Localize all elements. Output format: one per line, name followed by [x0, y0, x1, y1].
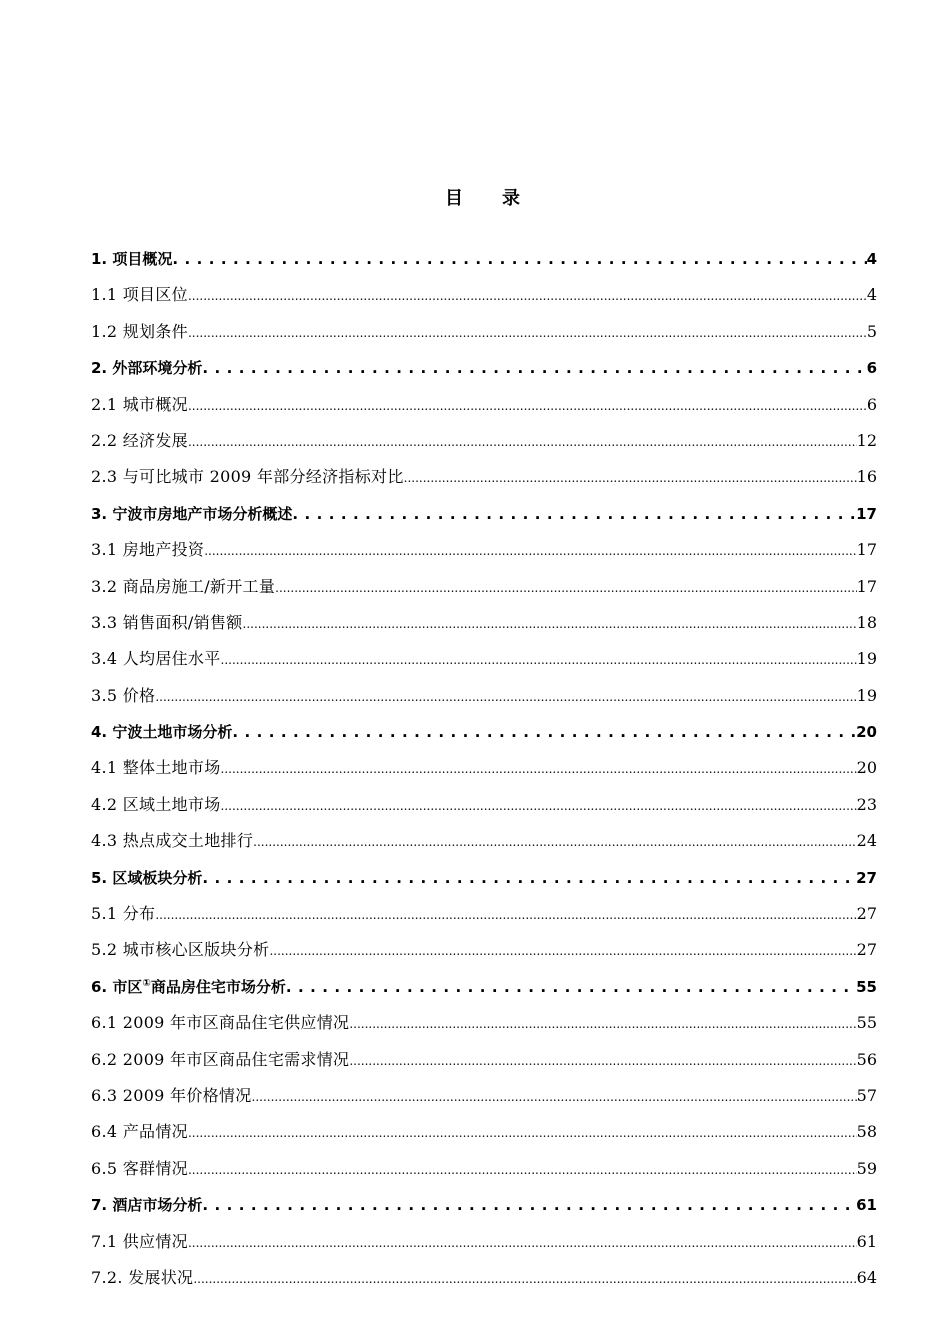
toc-entry-label: 3.4 人均居住水平	[91, 649, 221, 669]
dot-leader	[188, 277, 867, 313]
toc-entry-label: 4.1 整体土地市场	[91, 758, 221, 778]
dot-leader	[221, 641, 857, 677]
dot-leader	[221, 787, 857, 823]
toc-entry-label: 6.5 客群情况	[91, 1158, 188, 1178]
toc-page-number: 5	[866, 321, 877, 341]
toc-entry-section[interactable]	[91, 532, 877, 568]
toc-page-number: 23	[856, 794, 877, 814]
toc-entry-section[interactable]	[91, 459, 877, 495]
dot-leader	[252, 1078, 857, 1114]
toc-entry-label: 2.2 经济发展	[91, 430, 188, 450]
dot-leader	[193, 1260, 856, 1296]
toc-entry-chapter[interactable]	[91, 714, 877, 750]
toc-entry-label: 7.2. 发展状况	[91, 1267, 194, 1287]
toc-entry-label: 6.4 产品情况	[91, 1122, 188, 1142]
toc-entry-label: 5. 区域板块分析	[91, 868, 203, 887]
toc-entry-label: 1.2 规划条件	[91, 321, 188, 341]
toc-page-number: 64	[856, 1267, 877, 1287]
dot-leader	[253, 823, 857, 859]
toc-entry-label: 2. 外部环境分析	[91, 359, 203, 378]
toc-page-number: 19	[856, 685, 877, 705]
toc-entry-label: 6.1 2009 年市区商品住宅供应情况	[91, 1013, 350, 1033]
toc-page-number: 61	[856, 1196, 877, 1215]
toc-entry-section[interactable]	[91, 1005, 877, 1041]
toc-entry-section[interactable]	[91, 1260, 877, 1296]
toc-entry-label: 4. 宁波土地市场分析	[91, 723, 233, 742]
toc-entry-section[interactable]	[91, 1114, 877, 1150]
toc-entry-section[interactable]	[91, 1151, 877, 1187]
toc-page-number: 17	[856, 540, 877, 560]
toc-page-number: 4	[866, 250, 877, 268]
toc-entry-section[interactable]	[91, 787, 877, 823]
toc-entry-label: 3. 宁波市房地产市场分析概述	[91, 504, 293, 523]
toc-page-number: 6	[866, 359, 877, 378]
toc-entry-label: 7. 酒店市场分析	[91, 1196, 203, 1215]
toc-page-number: 20	[856, 758, 877, 778]
toc-entry-label: 7.1 供应情况	[91, 1231, 188, 1251]
toc-page-number: 18	[856, 612, 877, 632]
dot-leader	[292, 496, 856, 532]
toc-entry-label-start: 6. 市区	[91, 977, 143, 996]
dot-leader	[221, 750, 857, 786]
toc-title-left: 目	[445, 188, 464, 209]
toc-entry-section[interactable]	[91, 750, 877, 786]
dot-leader	[204, 532, 856, 568]
dot-leader	[243, 605, 857, 641]
toc-page-number: 55	[856, 977, 877, 996]
toc-entry-section[interactable]	[91, 314, 877, 350]
toc-page-number: 24	[856, 831, 877, 851]
toc-entry-section[interactable]	[91, 678, 877, 714]
dot-leader	[404, 459, 857, 495]
toc-entry-label-end: 商品房住宅市场分析	[150, 977, 286, 996]
dot-leader	[202, 860, 856, 896]
toc-entry-label: 2.1 城市概况	[91, 394, 188, 414]
toc-entry-label: 5.2 城市核心区版块分析	[91, 940, 270, 960]
dot-leader	[155, 896, 856, 932]
toc-page-number: 61	[856, 1231, 877, 1251]
toc-entry-chapter[interactable]	[91, 496, 877, 532]
toc-entry-label: 3.2 商品房施工/新开工量	[91, 576, 276, 596]
toc-entry-label: 3.3 销售面积/销售额	[91, 612, 243, 632]
dot-leader	[188, 387, 867, 423]
dot-leader	[202, 350, 866, 386]
toc-entry-label: 3.1 房地产投资	[91, 540, 205, 560]
toc-entry-chapter[interactable]	[91, 241, 877, 277]
toc-entry-section[interactable]	[91, 823, 877, 859]
toc-entry-label: 1. 项目概况	[91, 250, 173, 268]
dot-leader	[188, 1151, 857, 1187]
toc-entry-label: 4.3 热点成交土地排行	[91, 831, 254, 851]
dot-leader	[155, 678, 856, 714]
toc-entry-chapter[interactable]	[91, 860, 877, 896]
dot-leader	[232, 714, 856, 750]
toc-page-number: 57	[856, 1085, 877, 1105]
toc-page-number: 4	[866, 285, 877, 305]
toc-entry-section[interactable]	[91, 423, 877, 459]
toc-page-number: 55	[856, 1013, 877, 1033]
dot-leader	[286, 969, 856, 1005]
toc-entry-section[interactable]	[91, 1224, 877, 1260]
toc-page-number: 20	[856, 723, 877, 742]
toc-entry-label: 1.1 项目区位	[91, 285, 188, 305]
toc-page-number: 58	[856, 1122, 877, 1142]
toc-entry-chapter[interactable]	[91, 350, 877, 386]
toc-entry-section[interactable]	[91, 605, 877, 641]
toc-entry-label	[91, 969, 286, 1005]
table-of-contents	[91, 241, 877, 1296]
toc-entry-label: 2.3 与可比城市 2009 年部分经济指标对比	[91, 467, 404, 487]
dot-leader	[202, 1187, 856, 1223]
dot-leader	[188, 423, 857, 459]
toc-page-number: 17	[856, 504, 877, 523]
toc-title-right: 录	[502, 188, 521, 209]
toc-entry-label: 5.1 分布	[91, 904, 156, 924]
toc-page-number: 16	[856, 467, 877, 487]
toc-entry-section[interactable]	[91, 932, 877, 968]
dot-leader	[188, 1224, 857, 1260]
toc-page-number: 12	[856, 430, 877, 450]
toc-entry-section[interactable]	[91, 1042, 877, 1078]
toc-entry-section[interactable]	[91, 387, 877, 423]
toc-entry-section[interactable]	[91, 641, 877, 677]
toc-entry-section[interactable]	[91, 277, 877, 313]
toc-page-number: 27	[856, 940, 877, 960]
dot-leader	[188, 314, 867, 350]
footnote-marker[interactable]: ①	[142, 977, 151, 989]
toc-entry-label: 4.2 区域土地市场	[91, 794, 221, 814]
toc-page-number: 56	[856, 1049, 877, 1069]
toc-entry-chapter[interactable]	[91, 969, 877, 1005]
toc-title	[0, 184, 950, 210]
dot-leader	[349, 1042, 856, 1078]
toc-page-number: 19	[856, 649, 877, 669]
dot-leader	[188, 1114, 857, 1150]
dot-leader	[349, 1005, 856, 1041]
dot-leader	[269, 932, 856, 968]
toc-page-number: 59	[856, 1158, 877, 1178]
toc-entry-section[interactable]	[91, 569, 877, 605]
dot-leader	[172, 241, 866, 277]
dot-leader	[275, 569, 857, 605]
toc-entry-label: 6.3 2009 年价格情况	[91, 1085, 252, 1105]
toc-entry-chapter[interactable]	[91, 1187, 877, 1223]
toc-page-number: 27	[856, 904, 877, 924]
toc-entry-label: 6.2 2009 年市区商品住宅需求情况	[91, 1049, 350, 1069]
toc-entry-section[interactable]	[91, 1078, 877, 1114]
toc-entry-label: 3.5 价格	[91, 685, 156, 705]
toc-page-number: 17	[856, 576, 877, 596]
toc-page-number: 27	[856, 868, 877, 887]
toc-entry-section[interactable]	[91, 896, 877, 932]
toc-page-number: 6	[866, 394, 877, 414]
